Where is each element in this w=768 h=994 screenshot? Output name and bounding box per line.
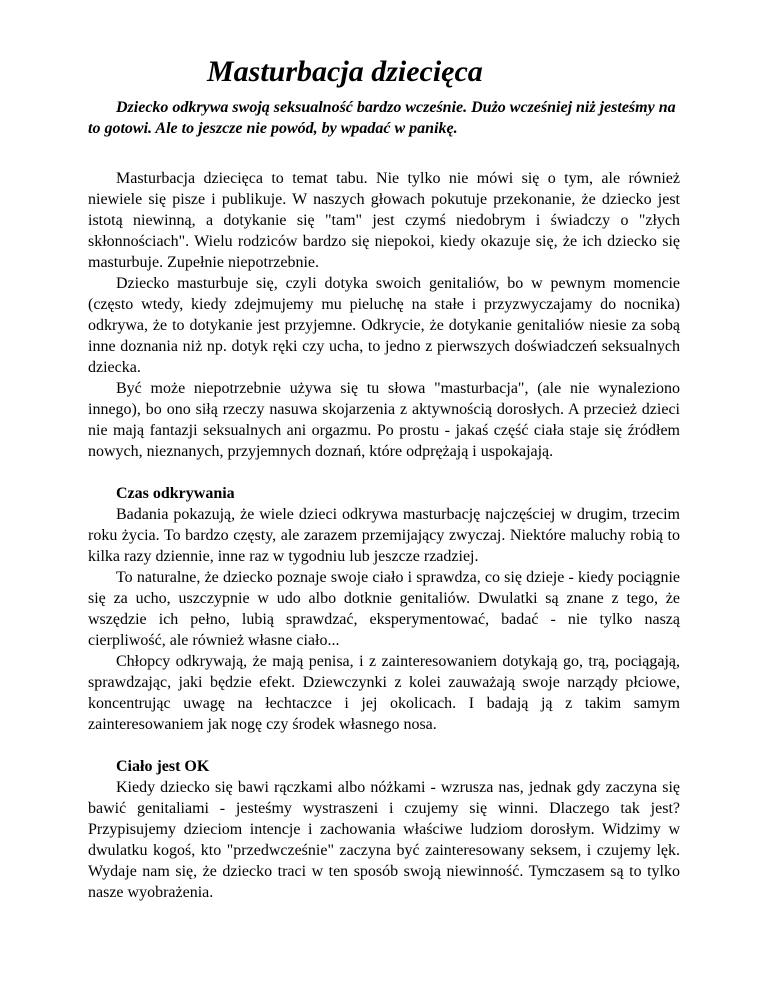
article-body <box>88 168 680 903</box>
section-heading: Czas odkrywania <box>116 485 235 502</box>
section-paragraph: To naturalne, że dziecko poznaje swoje ciało i sprawdza, co się dzieje - kiedy pociągnie się za ucho, uszczypnie w udo albo dotknie genitaliów. Dwulatki są znane z tego, że wszędzie ich pełno, lubią sprawdzać, eksperymentować, badać - nie tylko naszą cierpliwość, ale również własne ciało... <box>88 569 680 649</box>
section-paragraph: Chłopcy odkrywają, że mają penisa, i z zainteresowaniem dotykają go, trą, pociągają, sprawdzając, jaki będzie efekt. Dziewczynki z kolei zauważają swoje narządy płciowe, koncentrując uwagę na łechtaczce i jej okolicach. I badają ją z takim samym zainteresowaniem jak nogę czy środek własnego nosa. <box>88 653 680 733</box>
section-heading: Ciało jest OK <box>116 758 210 775</box>
lead-paragraph <box>88 97 680 139</box>
intro-paragraph: Dziecko masturbuje się, czyli dotyka swoich genitaliów, bo w pewnym momencie (często wtedy, kiedy zdejmujemy mu pieluchę na stałe i przyzwyczajamy do nocnika) odkrywa, że to dotykanie jest przyjemne. Odkrycie, że dotykanie genitaliów niesie za sobą inne doznania niż np. dotyk ręki czy ucha, to jedno z pierwszych doświadczeń seksualnych dziecka. <box>88 275 680 376</box>
intro-paragraph: Masturbacja dziecięca to temat tabu. Nie tylko nie mówi się o tym, ale również niewiele się pisze i publikuje. W naszych głowach pokutuje przekonanie, że dziecko jest istotą niewinną, a dotykanie się "tam" jest czymś niedobrym i świadczy o "złych skłonnościach". Wielu rodziców bardzo się niepokoi, kiedy okazuje się, że ich dziecko się masturbuje. Zupełnie niepotrzebnie. <box>88 170 680 271</box>
intro-paragraph: Być może niepotrzebnie używa się tu słowa "masturbacja", (ale nie wynaleziono innego), bo ono siłą rzeczy nasuwa skojarzenia z aktywnością dorosłych. A przecież dzieci nie mają fantazji seksualnych ani orgazmu. Po prostu - jakaś część ciała staje się źródłem nowych, nieznanych, przyjemnych doznań, które odprężają i uspokajają. <box>88 380 680 460</box>
lead-text: Dziecko odkrywa swoją seksualność bardzo wcześnie. Dużo wcześniej niż jesteśmy na to gotowi. Ale to jeszcze nie powód, by wpadać w panikę. <box>88 99 676 137</box>
section-paragraph: Badania pokazują, że wiele dzieci odkrywa masturbację najczęściej w drugim, trzecim roku życia. To bardzo częsty, ale zarazem przemijający zwyczaj. Niektóre maluchy robią to kilka razy dziennie, inne raz w tygodniu lub jeszcze rzadziej. <box>88 506 680 565</box>
page-title: Masturbacja dziecięca <box>207 55 483 88</box>
section-paragraph: Kiedy dziecko się bawi rączkami albo nóżkami - wzrusza nas, jednak gdy zaczyna się bawić genitaliami - jesteśmy wystraszeni i czujemy się winni. Dlaczego tak jest? Przypisujemy dzieciom intencje i zachowania właściwe ludziom dorosłym. Widzimy w dwulatku kogoś, kto "przedwcześnie" zaczyna być zainteresowany seksem, i czujemy lęk. Wydaje nam się, że dziecko traci w ten sposób swoją niewinność. Tymczasem są to tylko nasze wyobrażenia. <box>88 779 680 901</box>
